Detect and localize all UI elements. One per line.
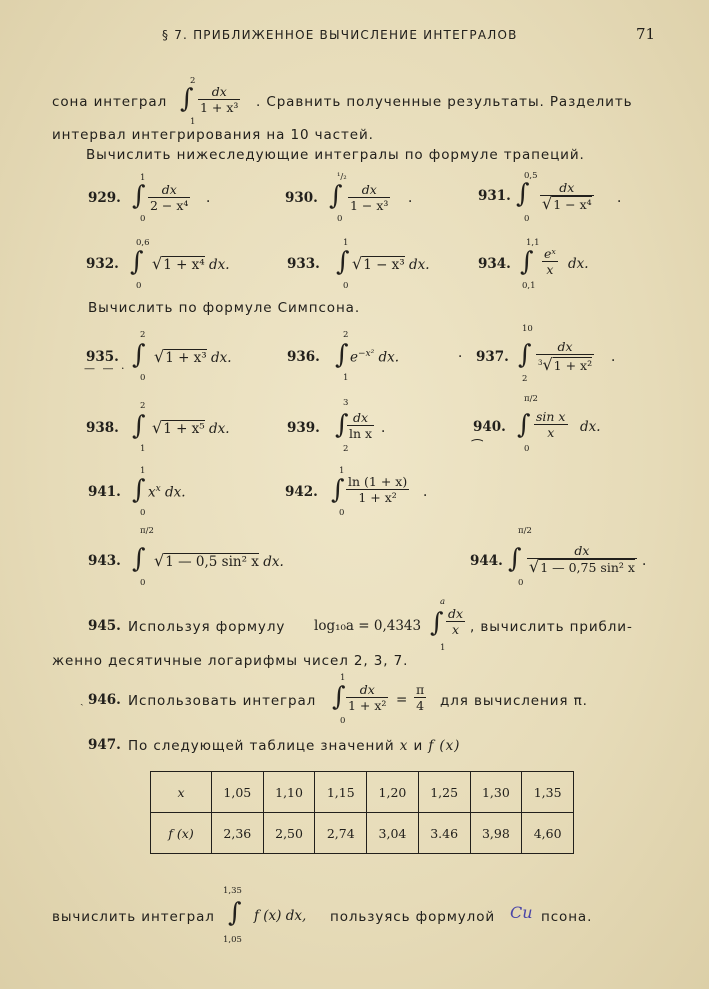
problem-941-expr — [148, 484, 186, 501]
base: e — [350, 349, 358, 366]
integral-sign: ∫ — [332, 682, 346, 712]
radicand: 1 − x⁴ — [553, 197, 592, 212]
numerator: ln (1 + x) — [348, 474, 408, 489]
problem-938-expr — [152, 418, 230, 437]
lower-limit: 0 — [136, 281, 142, 291]
lower-limit: 1 — [343, 373, 349, 383]
problem-945-number: 945. — [88, 618, 121, 634]
denominator — [540, 196, 594, 213]
upper-limit: 2 — [140, 401, 146, 411]
tail: . — [642, 553, 647, 569]
numerator: π — [416, 682, 425, 697]
radicand: 1 + x³ — [165, 350, 207, 366]
lower-limit: 2 — [343, 444, 349, 454]
values-table — [150, 771, 574, 854]
problem-939-number: 939. — [287, 420, 320, 436]
tail: dx. — [165, 484, 186, 501]
integral-sign: ∫ — [228, 898, 242, 928]
numerator: eˣ — [544, 246, 556, 261]
upper-limit: 1 — [339, 466, 345, 476]
problem-938-number: 938. — [86, 420, 119, 436]
denominator: x — [547, 425, 555, 440]
numerator: dx — [148, 182, 190, 198]
problem-930-fraction — [348, 182, 390, 214]
problem-931-number: 931. — [478, 188, 511, 204]
problem-929-number: 929. — [88, 190, 121, 206]
problem-943-expr — [154, 551, 284, 570]
problem-946-rhs — [414, 682, 426, 714]
denominator: ln x — [349, 426, 373, 441]
base: x — [148, 484, 156, 501]
lower-limit: 0 — [337, 214, 343, 224]
intro-text-start: сона интеграл — [52, 94, 168, 110]
conjunction: и — [413, 738, 424, 754]
integral-sign: ∫ — [329, 181, 343, 211]
upper-limit: 2 — [140, 330, 146, 340]
problem-946-text-b: для вычисления π. — [440, 693, 588, 709]
table-cell: 2,50 — [263, 813, 315, 854]
tail: . — [206, 190, 211, 206]
problem-937-number: 937. — [476, 349, 509, 365]
upper-limit: 3 — [343, 398, 349, 408]
problem-943-number: 943. — [88, 553, 121, 569]
problem-940-number: 940. — [473, 419, 506, 435]
problem-933-expr — [352, 254, 430, 273]
tail: dx. — [209, 421, 230, 437]
problem-936-expr — [350, 349, 399, 366]
lower-limit: 0,1 — [522, 281, 536, 291]
numerator: sin x — [536, 409, 566, 424]
problem-947-text — [128, 738, 460, 754]
upper-limit: 1 — [140, 173, 146, 183]
upper-limit: 1 — [340, 673, 346, 683]
lower-limit: 0 — [343, 281, 349, 291]
problem-931-fraction — [540, 180, 594, 213]
upper-limit: π/2 — [518, 526, 532, 536]
table-cell: 1,30 — [470, 772, 522, 813]
problem-935-expr — [154, 347, 232, 366]
lower-limit: 1 — [140, 444, 146, 454]
exponent: x — [155, 484, 161, 494]
radicand: 1 − x³ — [363, 257, 405, 273]
integral-sign: ∫ — [335, 340, 349, 370]
radicand: 1 + x⁴ — [163, 257, 205, 273]
upper-limit: π/2 — [524, 394, 538, 404]
table-row-x — [151, 772, 574, 813]
problem-945-text-a: Используя формулу — [128, 619, 286, 635]
page-number: 71 — [636, 25, 656, 43]
denominator: x — [546, 262, 554, 277]
upper-limit: 0,5 — [524, 171, 538, 181]
problem-940-fraction — [534, 409, 568, 441]
table-cell: 1,25 — [418, 772, 470, 813]
table-cell: 3,04 — [367, 813, 419, 854]
integral-sign: ∫ — [508, 544, 522, 574]
lower-limit: 0 — [524, 214, 530, 224]
denominator: 1 + x³ — [200, 100, 239, 115]
intro-text-end: . Сравнить полученные результаты. Разделить — [256, 94, 633, 110]
problem-946-number: 946. — [88, 692, 121, 708]
radicand: 1 + x² — [553, 358, 593, 374]
problem-945-text-b: , вычислить прибли- — [470, 619, 633, 635]
lower-limit: 2 — [522, 374, 528, 384]
upper-limit: 1,1 — [526, 238, 540, 248]
final-text-b: пользуясь формулой — [330, 909, 496, 925]
integral-sign: ∫ — [132, 340, 146, 370]
problem-945-line2: женно десятичные логарифмы чисел 2, 3, 7. — [52, 653, 409, 669]
pencil-mark: ⁀ — [472, 440, 483, 455]
upper-limit: 10 — [522, 324, 533, 334]
numerator: dx — [536, 339, 594, 355]
simpson-heading: Вычислить по формуле Симпсона. — [88, 300, 361, 316]
intro-upper-limit: 2 — [190, 76, 196, 86]
exponent: −x² — [358, 349, 375, 359]
integral-sign: ∫ — [130, 247, 144, 277]
denominator: 4 — [416, 698, 425, 713]
intro-fraction — [198, 84, 240, 116]
integral-sign: ∫ — [517, 410, 531, 440]
tail: dx. — [211, 350, 232, 366]
upper-limit: 1 — [343, 238, 349, 248]
denominator — [527, 559, 637, 576]
integral-sign: ∫ — [335, 410, 349, 440]
sqrt-icon: √ — [542, 194, 553, 213]
lower-limit: 0 — [140, 578, 146, 588]
denominator: 1 + x² — [348, 698, 387, 713]
sqrt-icon: √ — [542, 355, 553, 375]
problem-929-fraction — [148, 182, 190, 214]
problem-946-fraction — [346, 682, 388, 714]
upper-limit: 1,35 — [223, 886, 242, 896]
problem-935-number: 935. — [86, 349, 119, 365]
integral-sign: ∫ — [132, 475, 146, 505]
radicand: 1 + x⁵ — [163, 421, 205, 437]
problem-932-expr — [152, 254, 230, 273]
problem-947-text-main: По следующей таблице значений — [128, 738, 395, 754]
tail: dx. — [263, 554, 284, 570]
lower-limit: 0 — [339, 508, 345, 518]
tail: dx. — [209, 257, 230, 273]
final-expr: f (x) dx, — [254, 908, 307, 924]
margin-mark: · — [458, 349, 463, 365]
denominator: 2 − x⁴ — [150, 198, 189, 213]
problem-934-number: 934. — [478, 256, 511, 272]
problem-939-fraction — [347, 410, 374, 442]
integral-sign: ∫ — [336, 247, 350, 277]
trapezoid-heading: Вычислить нижеследующие интегралы по формуле трапеций. — [86, 147, 585, 163]
integral-sign: ∫ — [520, 247, 534, 277]
problem-947-number: 947. — [88, 737, 121, 753]
var-x: x — [399, 738, 409, 754]
problem-946-text-a: Использовать интеграл — [128, 693, 317, 709]
problem-934-fraction — [542, 246, 558, 278]
root-index: 3 — [538, 359, 543, 367]
section-header: § 7. ПРИБЛИЖЕННОЕ ВЫЧИСЛЕНИЕ ИНТЕГРАЛОВ — [162, 28, 518, 42]
problem-944-fraction — [527, 543, 637, 576]
intro-text-line2: интервал интегрирования на 10 частей. — [52, 127, 374, 143]
equals-sign: = — [396, 692, 408, 708]
tail: dx. — [409, 257, 430, 273]
upper-limit: 0,6 — [136, 238, 150, 248]
tail: dx. — [378, 349, 400, 366]
final-text-a: вычислить интеграл — [52, 909, 215, 925]
radicand: 1 — 0,75 sin² x — [540, 560, 635, 575]
sqrt-icon: √ — [154, 347, 165, 366]
tail: . — [423, 484, 428, 500]
problem-945-formula: log₁₀a = 0,4343 — [314, 618, 422, 634]
table-row-f — [151, 813, 574, 854]
tail: . — [381, 420, 386, 436]
table-cell: 2,74 — [315, 813, 367, 854]
lower-limit: 1 — [440, 643, 446, 653]
intro-lower-limit: 1 — [190, 117, 196, 127]
denominator: x — [452, 622, 460, 637]
pencil-mark: — — · — [84, 362, 127, 375]
table-cell: 4,60 — [522, 813, 574, 854]
numerator: dx — [527, 543, 637, 559]
upper-limit: 1 — [140, 466, 146, 476]
integral-sign: ∫ — [430, 608, 444, 638]
numerator: dx — [540, 180, 594, 196]
denominator: 1 − x³ — [350, 198, 389, 213]
sqrt-icon: √ — [152, 254, 163, 273]
denominator: 1 + x² — [358, 490, 397, 505]
integral-sign: ∫ — [331, 475, 345, 505]
numerator: dx — [347, 410, 374, 426]
numerator: dx — [348, 182, 390, 198]
table-cell: 1,20 — [367, 772, 419, 813]
table-cell: 3.46 — [418, 813, 470, 854]
problem-937-fraction — [536, 339, 594, 374]
sqrt-icon: √ — [352, 254, 363, 273]
integral-sign: ∫ — [516, 179, 530, 209]
table-cell: 2,36 — [212, 813, 264, 854]
table-header-cell: f (x) — [151, 813, 212, 854]
numerator: dx — [346, 682, 388, 698]
handwritten-ink-mark: Си — [510, 903, 533, 922]
lower-limit: 0 — [340, 716, 346, 726]
lower-limit: 0 — [140, 214, 146, 224]
table-cell: 1,05 — [212, 772, 264, 813]
upper-limit: a — [440, 597, 446, 607]
problem-941-number: 941. — [88, 484, 121, 500]
problem-930-number: 930. — [285, 190, 318, 206]
problem-933-number: 933. — [287, 256, 320, 272]
tail: dx. — [568, 256, 589, 272]
tail: dx. — [580, 419, 601, 435]
margin-mark: ˎ — [80, 693, 84, 706]
problem-944-number: 944. — [470, 553, 503, 569]
lower-limit: 1,05 — [223, 935, 242, 945]
problem-932-number: 932. — [86, 256, 119, 272]
table-cell: 1,35 — [522, 772, 574, 813]
denominator — [536, 355, 594, 374]
table-cell: 1,10 — [263, 772, 315, 813]
final-text-c: псона. — [541, 909, 593, 925]
lower-limit: 0 — [524, 444, 530, 454]
tail: . — [408, 190, 413, 206]
numerator: dx — [448, 606, 464, 621]
integral-sign: ∫ — [132, 544, 146, 574]
var-f: f (x) — [428, 738, 461, 754]
integral-sign: ∫ — [132, 411, 146, 441]
integral-sign: ∫ — [518, 340, 532, 370]
problem-942-fraction — [346, 474, 409, 506]
sqrt-icon: √ — [152, 418, 163, 437]
radicand: 1 — 0,5 sin² x — [165, 554, 259, 570]
table-header-cell: x — [151, 772, 212, 813]
integral-sign: ∫ — [180, 84, 194, 114]
problem-945-fraction — [446, 606, 465, 638]
lower-limit: 0 — [518, 578, 524, 588]
sqrt-icon: √ — [154, 551, 165, 570]
problem-942-number: 942. — [285, 484, 318, 500]
integral-sign: ∫ — [132, 181, 146, 211]
tail: . — [611, 349, 616, 365]
lower-limit: 0 — [140, 373, 146, 383]
numerator: dx — [198, 84, 240, 100]
upper-limit: ¹/₂ — [337, 172, 347, 182]
tail: . — [617, 190, 622, 206]
upper-limit: π/2 — [140, 526, 154, 536]
table-cell: 1,15 — [315, 772, 367, 813]
problem-936-number: 936. — [287, 349, 320, 365]
table-cell: 3,98 — [470, 813, 522, 854]
lower-limit: 0 — [140, 508, 146, 518]
upper-limit: 2 — [343, 330, 349, 340]
sqrt-icon: √ — [529, 557, 540, 576]
